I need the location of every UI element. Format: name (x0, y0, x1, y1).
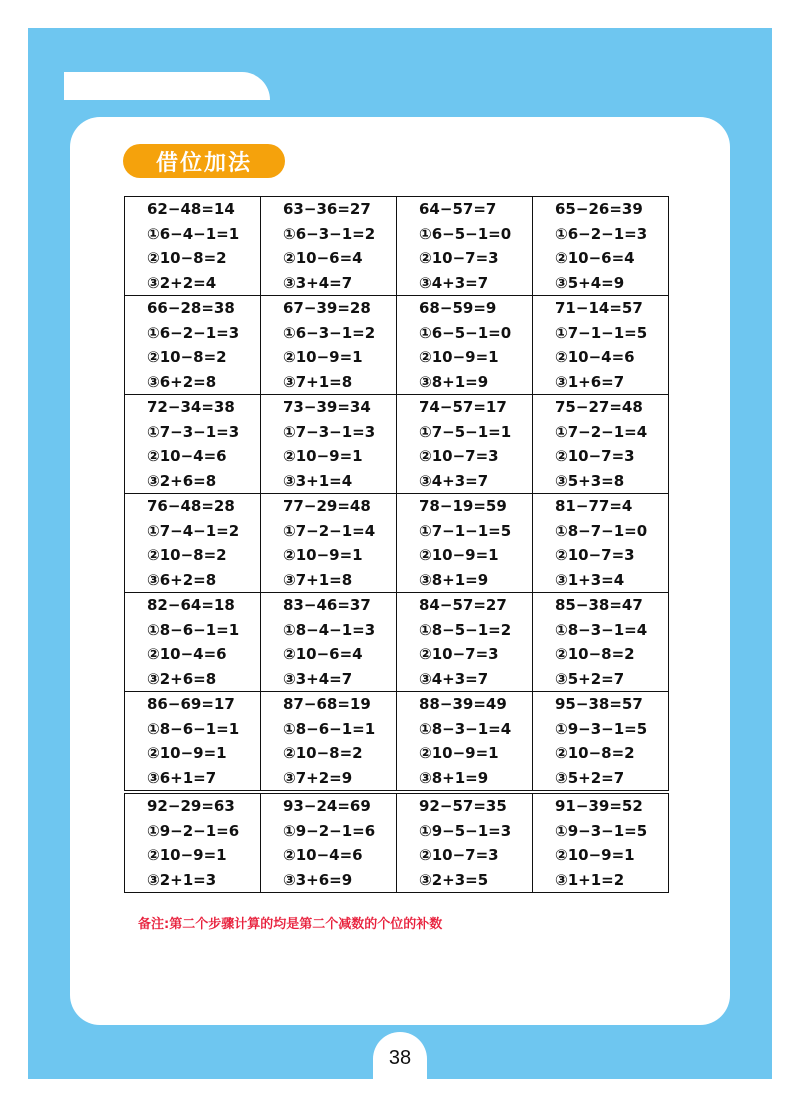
problem-equation: 84−57=27 (419, 596, 507, 614)
problem-row (125, 494, 669, 593)
problem-step: ②10−7=3 (419, 447, 499, 465)
problem-step: ③5+4=9 (555, 273, 625, 292)
problem-step: ③5+2=7 (555, 768, 625, 787)
problem-step: ②10−4=6 (147, 645, 227, 663)
problem-step: ①6−3−1=2 (283, 323, 376, 342)
problem-cell (261, 692, 397, 793)
problem-step: ③8+1=9 (419, 768, 489, 787)
problem-cell (533, 494, 669, 593)
problem-equation: 77−29=48 (283, 497, 371, 515)
problem-step: ③2+1=3 (147, 870, 217, 889)
problem-equation: 71−14=57 (555, 299, 643, 317)
problem-equation: 68−59=9 (419, 299, 497, 317)
problem-cell (397, 197, 533, 296)
problem-step: ③2+2=4 (147, 273, 217, 292)
problem-step: ②10−8=2 (555, 744, 635, 762)
header-tab (64, 72, 270, 100)
problem-step: ①6−2−1=3 (555, 224, 648, 243)
problem-step: ①7−5−1=1 (419, 422, 512, 441)
problem-equation: 74−57=17 (419, 398, 507, 416)
problem-step: ②10−8=2 (283, 744, 363, 762)
problem-equation: 85−38=47 (555, 596, 643, 614)
problem-cell (261, 296, 397, 395)
problem-cell (397, 593, 533, 692)
problem-cell (125, 494, 261, 593)
problem-step: ②10−7=3 (555, 447, 635, 465)
problem-grid (124, 196, 669, 893)
problem-step: ①9−2−1=6 (283, 821, 376, 840)
problem-cell (397, 494, 533, 593)
problem-step: ②10−6=4 (555, 249, 635, 267)
problem-equation: 93−24=69 (283, 797, 371, 815)
problem-row (125, 296, 669, 395)
problem-step: ①7−2−1=4 (283, 521, 376, 540)
problem-step: ②10−9=1 (283, 348, 363, 366)
problem-cell (125, 197, 261, 296)
problem-equation: 95−38=57 (555, 695, 643, 713)
problem-equation: 88−39=49 (419, 695, 507, 713)
problem-step: ③2+6=8 (147, 471, 217, 490)
problem-step: ①8−3−1=4 (555, 620, 648, 639)
problem-equation: 92−29=63 (147, 797, 235, 815)
problem-step: ②10−9=1 (283, 447, 363, 465)
problem-equation: 81−77=4 (555, 497, 633, 515)
problem-cell (125, 593, 261, 692)
problem-cell (533, 692, 669, 793)
problem-step: ③3+4=7 (283, 669, 353, 688)
problem-step: ③1+1=2 (555, 870, 625, 889)
problem-step: ①6−4−1=1 (147, 224, 240, 243)
problem-step: ③6+2=8 (147, 570, 217, 589)
problem-step: ①8−4−1=3 (283, 620, 376, 639)
problem-equation: 83−46=37 (283, 596, 371, 614)
problem-step: ③6+1=7 (147, 768, 217, 787)
problem-step: ①9−2−1=6 (147, 821, 240, 840)
problem-row (125, 395, 669, 494)
problem-step: ②10−8=2 (147, 249, 227, 267)
problem-step: ③1+3=4 (555, 570, 625, 589)
problem-cell (533, 395, 669, 494)
problem-step: ①8−3−1=4 (419, 719, 512, 738)
problem-cell (397, 395, 533, 494)
page-number: 38 (373, 1032, 427, 1084)
problem-step: ②10−4=6 (147, 447, 227, 465)
problem-cell (261, 494, 397, 593)
problem-cell (261, 197, 397, 296)
problem-row (125, 593, 669, 692)
problem-step: ①7−1−1=5 (555, 323, 648, 342)
problem-step: ③6+2=8 (147, 372, 217, 391)
problem-equation: 78−19=59 (419, 497, 507, 515)
problem-step: ①6−3−1=2 (283, 224, 376, 243)
problem-cell (261, 593, 397, 692)
problem-equation: 91−39=52 (555, 797, 643, 815)
problem-equation: 82−64=18 (147, 596, 235, 614)
problem-cell (533, 792, 669, 893)
problem-row (125, 792, 669, 893)
problem-equation: 73−39=34 (283, 398, 371, 416)
problem-step: ①8−5−1=2 (419, 620, 512, 639)
problem-equation: 62−48=14 (147, 200, 235, 218)
problem-equation: 65−26=39 (555, 200, 643, 218)
problem-step: ②10−9=1 (555, 846, 635, 864)
problem-cell (533, 197, 669, 296)
problem-step: ③4+3=7 (419, 273, 489, 292)
problem-step: ③7+1=8 (283, 570, 353, 589)
problem-row (125, 692, 669, 793)
problem-step: ①9−5−1=3 (419, 821, 512, 840)
problem-row (125, 197, 669, 296)
problem-step: ①9−3−1=5 (555, 719, 648, 738)
problem-step: ①6−5−1=0 (419, 224, 512, 243)
section-title: 借位加法 (123, 144, 285, 178)
problem-equation: 67−39=28 (283, 299, 371, 317)
problem-cell (397, 792, 533, 893)
problem-step: ②10−7=3 (419, 645, 499, 663)
problem-step: ①7−4−1=2 (147, 521, 240, 540)
problem-cell (261, 792, 397, 893)
problem-step: ②10−9=1 (283, 546, 363, 564)
problem-cell (125, 296, 261, 395)
problem-step: ①6−5−1=0 (419, 323, 512, 342)
problem-step: ③5+3=8 (555, 471, 625, 490)
problem-step: ①8−6−1=1 (147, 620, 240, 639)
problem-step: ②10−6=4 (283, 645, 363, 663)
problem-step: ②10−4=6 (283, 846, 363, 864)
problem-step: ②10−9=1 (147, 744, 227, 762)
footnote: 备注:第二个步骤计算的均是第二个减数的个位的补数 (138, 917, 443, 932)
problem-step: ③5+2=7 (555, 669, 625, 688)
problem-step: ①7−1−1=5 (419, 521, 512, 540)
problem-cell (397, 296, 533, 395)
problem-step: ③3+4=7 (283, 273, 353, 292)
problem-step: ②10−9=1 (419, 348, 499, 366)
problem-cell (397, 692, 533, 793)
problem-step: ③4+3=7 (419, 669, 489, 688)
problem-step: ①9−3−1=5 (555, 821, 648, 840)
problem-equation: 86−69=17 (147, 695, 235, 713)
problem-step: ③3+1=4 (283, 471, 353, 490)
problem-step: ①7−3−1=3 (283, 422, 376, 441)
problem-step: ②10−8=2 (147, 348, 227, 366)
problem-cell (533, 296, 669, 395)
problem-step: ②10−9=1 (419, 546, 499, 564)
problem-step: ②10−8=2 (147, 546, 227, 564)
problem-equation: 63−36=27 (283, 200, 371, 218)
problem-equation: 76−48=28 (147, 497, 235, 515)
problem-step: ②10−7=3 (419, 846, 499, 864)
problem-step: ③2+3=5 (419, 870, 489, 889)
problem-equation: 87−68=19 (283, 695, 371, 713)
problem-step: ②10−8=2 (555, 645, 635, 663)
problem-equation: 72−34=38 (147, 398, 235, 416)
problem-step: ③7+2=9 (283, 768, 353, 787)
problem-step: ③1+6=7 (555, 372, 625, 391)
problem-step: ②10−9=1 (419, 744, 499, 762)
problem-cell (261, 395, 397, 494)
problem-cell (125, 395, 261, 494)
problem-step: ②10−7=3 (419, 249, 499, 267)
problem-step: ③7+1=8 (283, 372, 353, 391)
problem-step: ①8−6−1=1 (147, 719, 240, 738)
problem-step: ②10−4=6 (555, 348, 635, 366)
problem-equation: 64−57=7 (419, 200, 497, 218)
problem-step: ③8+1=9 (419, 372, 489, 391)
problem-step: ②10−9=1 (147, 846, 227, 864)
problem-step: ①6−2−1=3 (147, 323, 240, 342)
problem-step: ③8+1=9 (419, 570, 489, 589)
problem-cell (125, 692, 261, 793)
problem-cell (533, 593, 669, 692)
problem-equation: 66−28=38 (147, 299, 235, 317)
problem-equation: 92−57=35 (419, 797, 507, 815)
problem-step: ①8−7−1=0 (555, 521, 648, 540)
problem-step: ②10−7=3 (555, 546, 635, 564)
problem-step: ①7−2−1=4 (555, 422, 648, 441)
problem-equation: 75−27=48 (555, 398, 643, 416)
problem-step: ③4+3=7 (419, 471, 489, 490)
problem-step: ①8−6−1=1 (283, 719, 376, 738)
problem-cell (125, 792, 261, 893)
problem-step: ①7−3−1=3 (147, 422, 240, 441)
problem-step: ③2+6=8 (147, 669, 217, 688)
problem-step: ②10−6=4 (283, 249, 363, 267)
problem-step: ③3+6=9 (283, 870, 353, 889)
